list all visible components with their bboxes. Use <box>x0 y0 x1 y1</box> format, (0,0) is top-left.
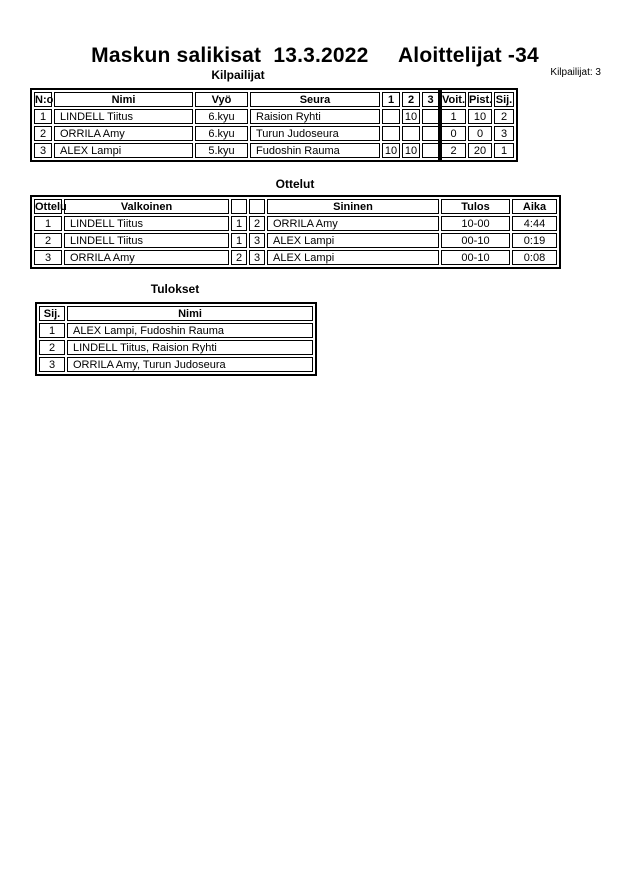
match-row <box>34 216 557 231</box>
competitor-place: 1 <box>494 143 514 158</box>
competitors-section-title: Kilpailijat <box>211 68 265 82</box>
matches-header-row <box>34 199 557 214</box>
competitor-belt: 5.kyu <box>195 143 248 158</box>
competitor-wins: 2 <box>441 143 466 158</box>
match-time: 0:08 <box>512 250 557 265</box>
competitor-row <box>34 126 514 141</box>
match-blue-name: ORRILA Amy <box>267 216 439 231</box>
results-table-wrap <box>35 302 317 376</box>
col-header-place: Sij. <box>495 93 513 106</box>
competitor-points: 0 <box>468 126 492 141</box>
results-section-title: Tulokset <box>150 282 200 296</box>
competitor-name: ALEX Lampi <box>54 143 193 158</box>
match-result: 00-10 <box>441 233 510 248</box>
page-title: Maskun salikisat 13.3.2022 Aloittelijat -34 <box>91 44 539 67</box>
col-header-time: Aika <box>512 199 557 214</box>
competitors-table <box>30 88 518 162</box>
competitor-score-1 <box>382 126 400 141</box>
col-header-points: Pist. <box>469 93 493 106</box>
col-header-no: N:o <box>35 93 54 106</box>
col-header-round2: 2 <box>402 92 420 107</box>
match-row <box>34 250 557 265</box>
match-white-name: ORRILA Amy <box>64 250 229 265</box>
competitor-wins: 0 <box>441 126 466 141</box>
competitors-header-row <box>34 92 514 107</box>
match-time: 0:19 <box>512 233 557 248</box>
col-header-belt: Vyö <box>195 92 248 107</box>
competitor-club: Raision Ryhti <box>250 109 380 124</box>
match-no: 2 <box>34 233 62 248</box>
competitor-row <box>34 109 514 124</box>
col-header-club: Seura <box>250 92 380 107</box>
match-time: 4:44 <box>512 216 557 231</box>
competitor-score-3 <box>422 109 439 124</box>
competitor-belt: 6.kyu <box>195 126 248 141</box>
result-name: ALEX Lampi, Fudoshin Rauma <box>67 323 313 338</box>
result-place: 1 <box>39 323 65 338</box>
col-header-blue-no <box>249 199 265 214</box>
competitor-score-2: 10 <box>402 143 420 158</box>
col-header-name: Nimi <box>67 306 313 321</box>
match-white-no: 1 <box>231 216 247 231</box>
match-row <box>34 233 557 248</box>
competitor-belt: 6.kyu <box>195 109 248 124</box>
col-header-blue: Sininen <box>267 199 439 214</box>
match-white-name: LINDELL Tiitus <box>64 216 229 231</box>
competitor-wins: 1 <box>441 109 466 124</box>
match-blue-no: 2 <box>249 216 265 231</box>
competitor-points: 20 <box>468 143 492 158</box>
col-header-match: Ottelu <box>35 200 67 213</box>
competitor-name: ORRILA Amy <box>54 126 193 141</box>
result-row <box>39 340 313 355</box>
results-section-divider <box>438 88 442 162</box>
matches-table <box>30 195 561 269</box>
competitor-no: 1 <box>34 109 52 124</box>
competitor-club: Fudoshin Rauma <box>250 143 380 158</box>
competitor-place: 3 <box>494 126 514 141</box>
competitor-score-1 <box>382 109 400 124</box>
col-header-round3: 3 <box>422 92 439 107</box>
competitor-score-3 <box>422 126 439 141</box>
competitor-club: Turun Judoseura <box>250 126 380 141</box>
result-place: 2 <box>39 340 65 355</box>
result-name: LINDELL Tiitus, Raision Ryhti <box>67 340 313 355</box>
col-header-white: Valkoinen <box>64 199 229 214</box>
col-header-name: Nimi <box>54 92 193 107</box>
competitor-score-2 <box>402 126 420 141</box>
competitor-count-label: Kilpailijat: 3 <box>550 67 601 78</box>
col-header-round1: 1 <box>382 92 400 107</box>
competitor-name: LINDELL Tiitus <box>54 109 193 124</box>
results-header-row <box>39 306 313 321</box>
results-table <box>35 302 317 376</box>
result-row <box>39 357 313 372</box>
match-blue-name: ALEX Lampi <box>267 233 439 248</box>
col-header-place: Sij. <box>39 306 65 321</box>
match-white-no: 2 <box>231 250 247 265</box>
match-white-name: LINDELL Tiitus <box>64 233 229 248</box>
competitor-points: 10 <box>468 109 492 124</box>
col-header-wins: Voit. <box>442 93 466 106</box>
match-no: 3 <box>34 250 62 265</box>
competitor-score-3 <box>422 143 439 158</box>
match-result: 10-00 <box>441 216 510 231</box>
match-result: 00-10 <box>441 250 510 265</box>
matches-section-title: Ottelut <box>275 177 315 191</box>
match-blue-name: ALEX Lampi <box>267 250 439 265</box>
col-header-result: Tulos <box>441 199 510 214</box>
result-place: 3 <box>39 357 65 372</box>
matches-table-wrap <box>30 195 561 269</box>
result-row <box>39 323 313 338</box>
competitor-row <box>34 143 514 158</box>
competitor-score-2: 10 <box>402 109 420 124</box>
col-header-white-no <box>231 199 247 214</box>
match-no: 1 <box>34 216 62 231</box>
result-name: ORRILA Amy, Turun Judoseura <box>67 357 313 372</box>
competitor-score-1: 10 <box>382 143 400 158</box>
competitor-no: 3 <box>34 143 52 158</box>
competitor-place: 2 <box>494 109 514 124</box>
match-white-no: 1 <box>231 233 247 248</box>
competitor-no: 2 <box>34 126 52 141</box>
match-blue-no: 3 <box>249 250 265 265</box>
match-blue-no: 3 <box>249 233 265 248</box>
competitors-table-wrap <box>30 88 518 162</box>
